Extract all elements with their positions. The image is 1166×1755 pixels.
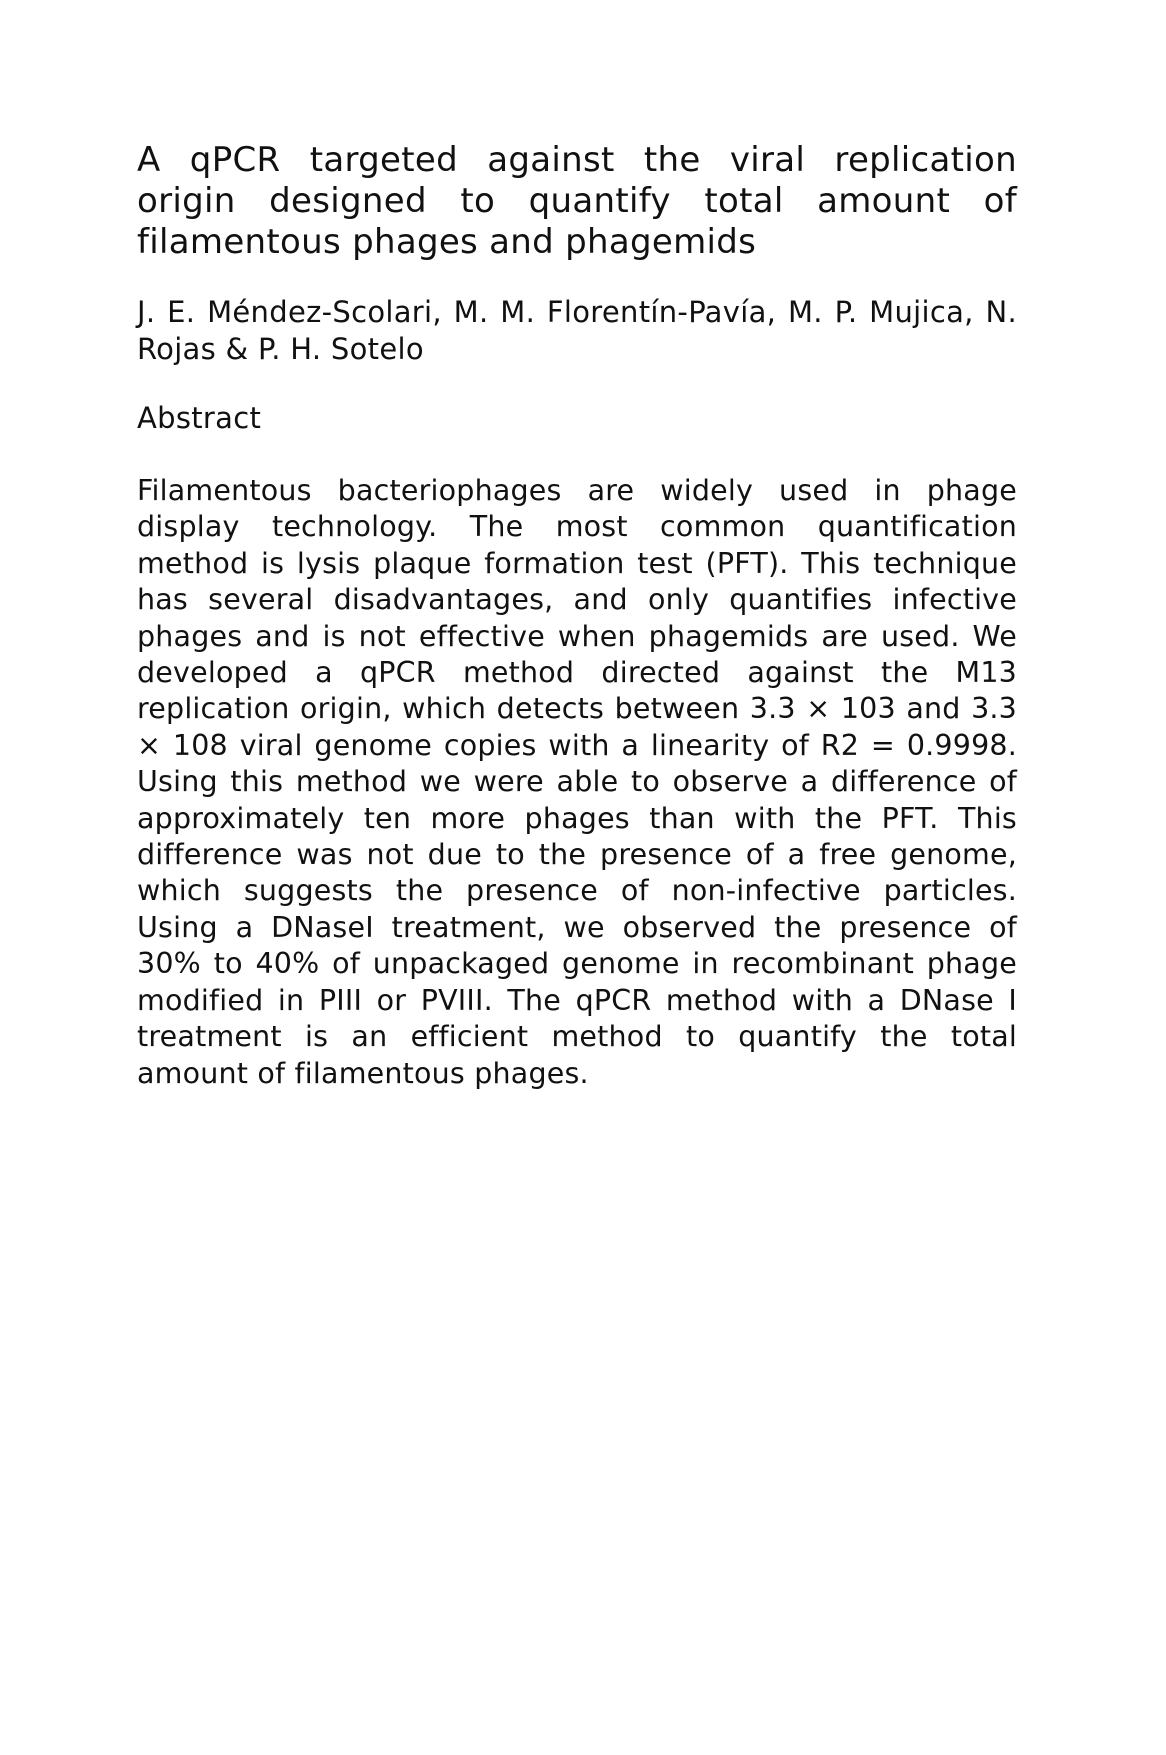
author-list: J. E. Méndez-Scolari, M. M. Florentín-Pavía, M. P. Mujica, N. Rojas & P. H. Sotelo <box>137 295 1017 366</box>
abstract-heading: Abstract <box>137 401 262 435</box>
paper-page <box>137 140 1017 1092</box>
paper-title: A qPCR targeted against the viral replication origin designed to quantify total amount of filamentous phages and phagemids <box>137 140 1017 262</box>
abstract-text: Filamentous bacteriophages are widely used in phage display technology. The most common quantification method is lysis plaque formation test (PFT). This technique has several disadvantages, and only quantifies infective phages and is not effective when phagemids are used. We developed a qPCR method directed against the M13 replication origin, which detects between 3.3 × 103 and 3.3 × 108 viral genome copies with a linearity of R2 = 0.9998. Using this method we were able to observe a difference of approximately ten more phages than with the PFT. This difference was not due to the presence of a free genome, which suggests the presence of non-infective particles. Using a DNaseI treatment, we observed the presence of 30% to 40% of unpackaged genome in recombinant phage modified in PIII or PVIII. The qPCR method with a DNase I treatment is an efficient method to quantify the total amount of filamentous phages. <box>137 474 1017 1090</box>
